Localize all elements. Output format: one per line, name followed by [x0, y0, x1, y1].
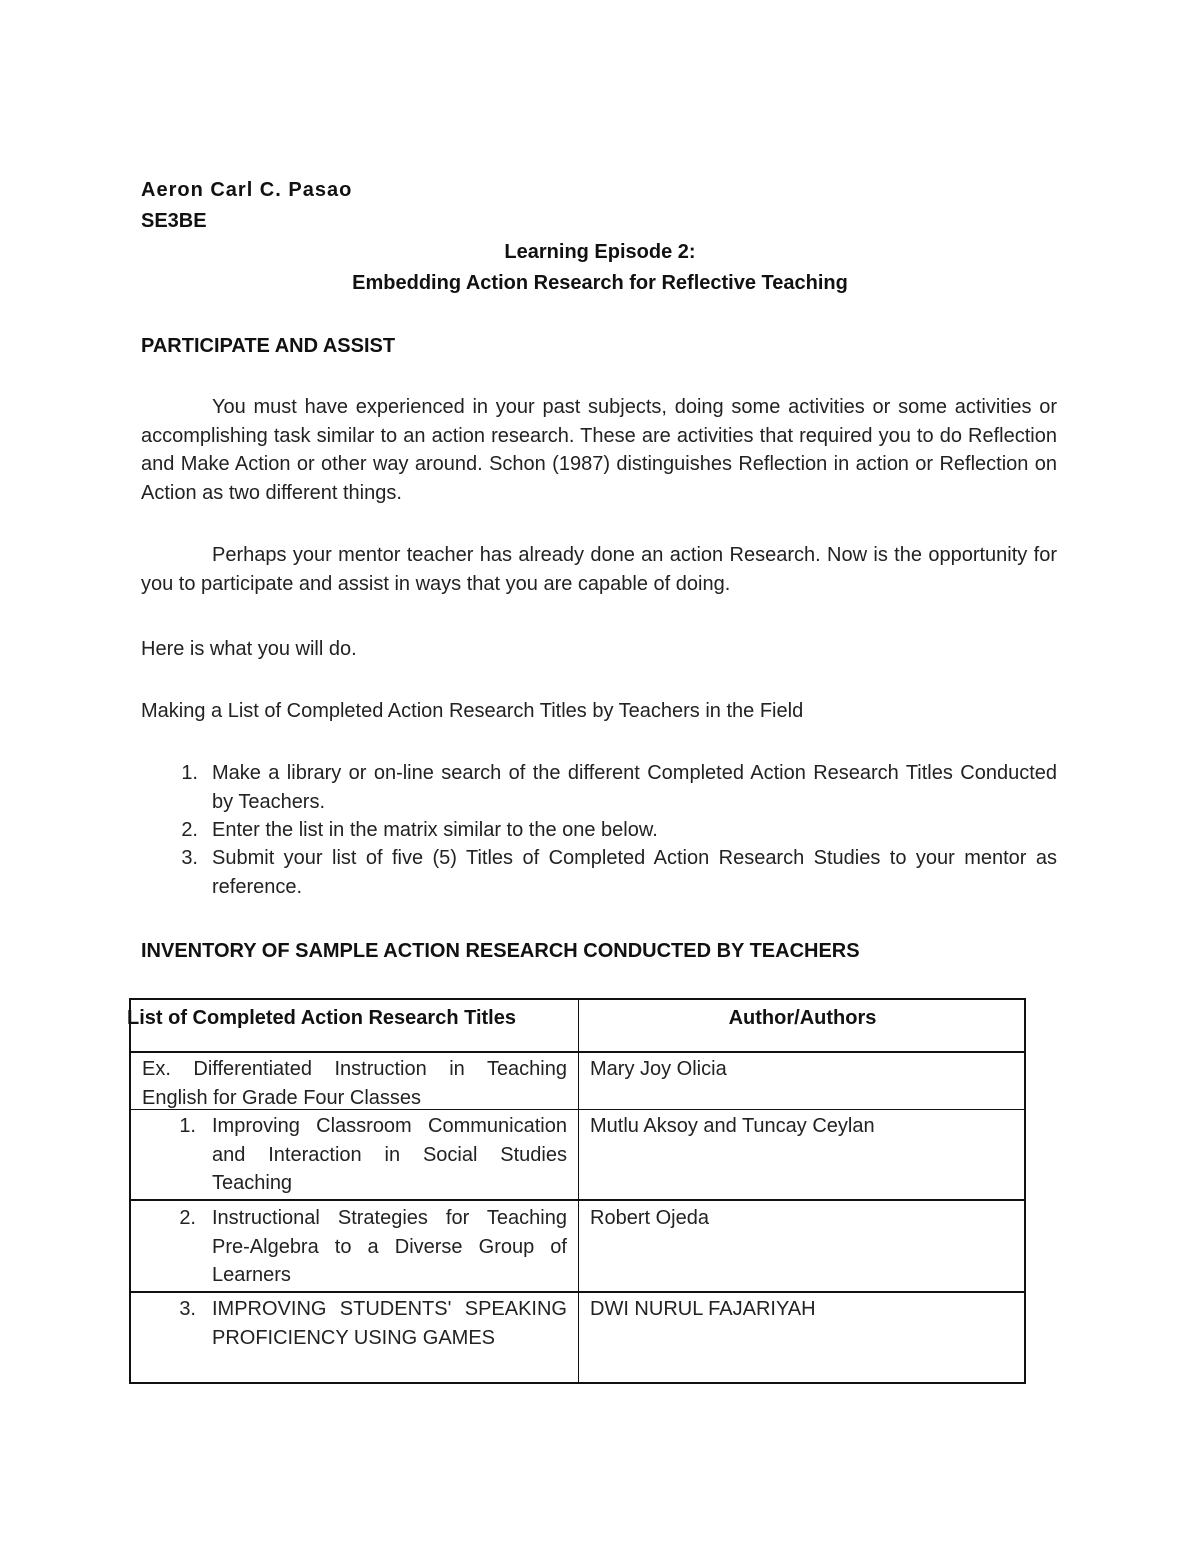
instruction-intro: Here is what you will do. [141, 638, 357, 660]
step-number: 2. [181, 819, 198, 841]
row-divider [131, 1199, 1024, 1201]
row-title: IMPROVING STUDENTS' SPEAKING PROFICIENCY USING GAMES [212, 1298, 567, 1349]
episode-label: Learning Episode 2: [504, 241, 696, 263]
header-titles: List of Completed Action Research Titles [127, 1007, 516, 1029]
row-divider [131, 1291, 1024, 1293]
table-row [142, 1204, 567, 1290]
step-item [141, 844, 1057, 901]
header-authors: Author/Authors [728, 1007, 877, 1029]
example-author: Mary Joy Olicia [590, 1058, 727, 1080]
column-divider [578, 1000, 579, 1382]
step-item [141, 816, 1057, 845]
example-title: Ex. Differentiated Instruction in Teaching English for Grade Four Classes [142, 1058, 567, 1109]
task-title: Making a List of Completed Action Research Titles by Teachers in the Field [141, 700, 804, 722]
step-text: Submit your list of five (5) Titles of Completed Action Research Studies to your mentor as reference. [212, 847, 1057, 898]
step-item [141, 759, 1057, 816]
row-title: Instructional Strategies for Teaching Pre-Algebra to a Diverse Group of Learners [212, 1207, 567, 1287]
student-name: Aeron Carl C. Pasao [141, 179, 353, 201]
row-author: DWI NURUL FAJARIYAH [590, 1298, 816, 1320]
row-title: Improving Classroom Communication and Interaction in Social Studies Teaching [212, 1115, 567, 1195]
row-number: 1. [179, 1115, 196, 1137]
research-table [129, 998, 1026, 1384]
section-heading: PARTICIPATE AND ASSIST [141, 335, 396, 357]
table-row [142, 1295, 567, 1352]
paragraph-reflection: You must have experienced in your past subjects, doing some activities or some activities or accomplishing task similar to an action research. These are activities that required you to do Reflection and Make Action or other way around. Schon (1987) distinguishes Reflection in action or Reflection on Action as two different things. [141, 396, 1057, 504]
student-section: SE3BE [141, 210, 207, 232]
row-number: 2. [179, 1207, 196, 1229]
row-divider [131, 1051, 1024, 1053]
step-number: 3. [181, 847, 198, 869]
paragraph-mentor: Perhaps your mentor teacher has already done an action Research. Now is the opportunity for you to participate and assist in ways that you are capable of doing. [141, 544, 1057, 595]
step-number: 1. [181, 762, 198, 784]
row-number: 3. [179, 1298, 196, 1320]
table-row [142, 1112, 567, 1198]
row-author: Robert Ojeda [590, 1207, 709, 1229]
step-text: Enter the list in the matrix similar to the one below. [212, 819, 658, 841]
inventory-heading: INVENTORY OF SAMPLE ACTION RESEARCH CONDUCTED BY TEACHERS [141, 940, 860, 962]
episode-title: Embedding Action Research for Reflective Teaching [352, 272, 848, 294]
step-text: Make a library or on-line search of the different Completed Action Research Titles Conducted by Teachers. [212, 762, 1057, 813]
row-author: Mutlu Aksoy and Tuncay Ceylan [590, 1115, 875, 1137]
